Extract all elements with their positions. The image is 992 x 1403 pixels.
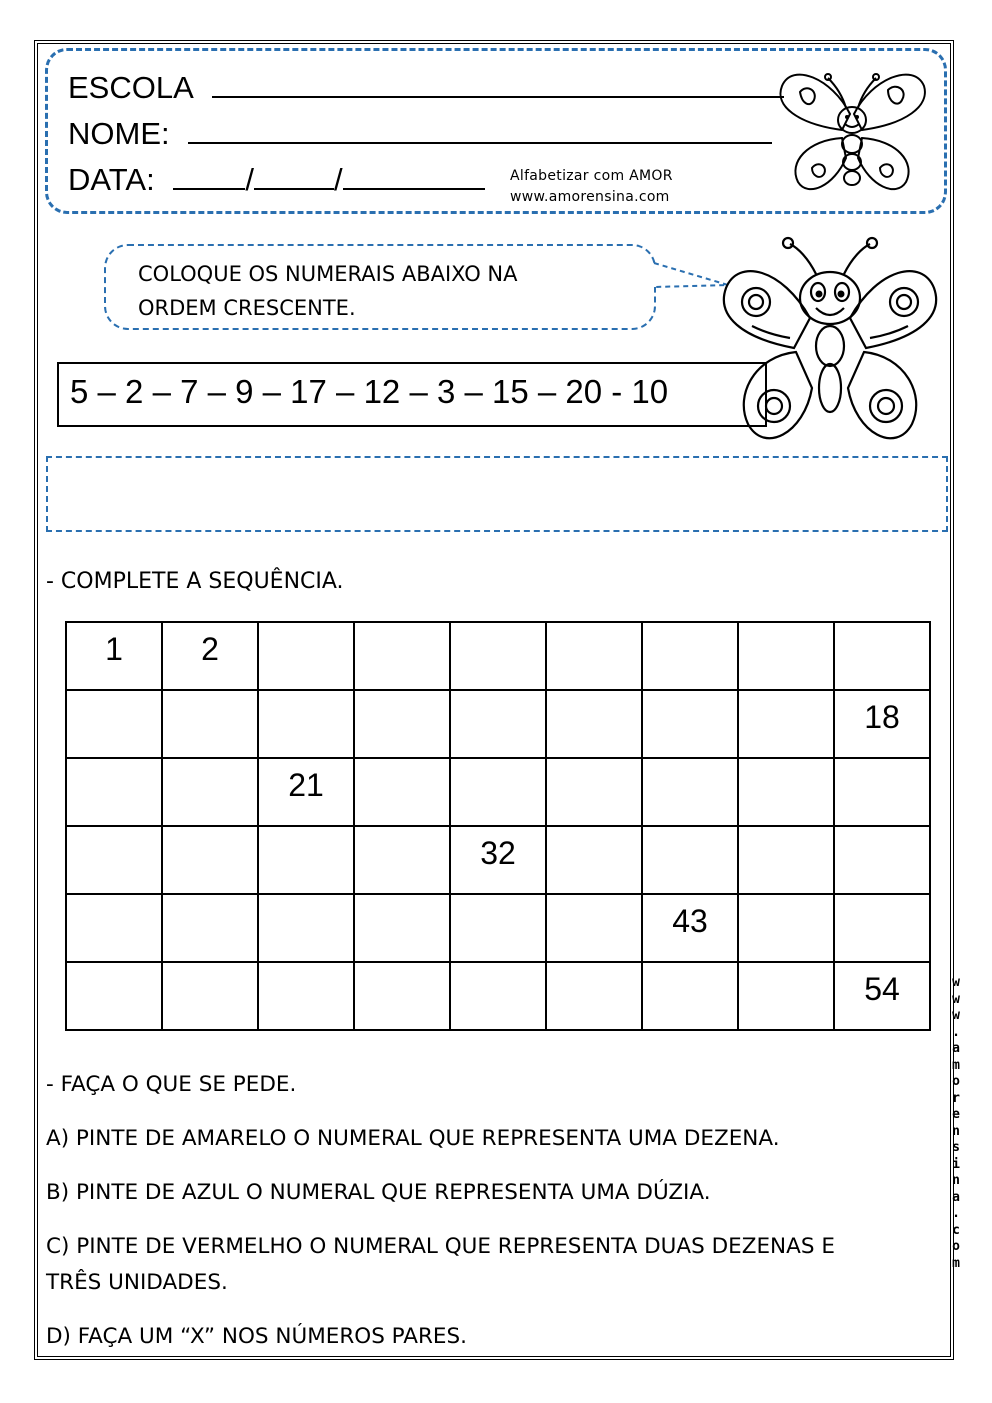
name-label: NOME: [68,116,170,151]
grid-cell[interactable] [450,622,546,690]
credit-line: Alfabetizar com AMOR [510,168,673,184]
task-c-line1: C) PINTE DE VERMELHO O NUMERAL QUE REPRESENTA DUAS DEZENAS E [46,1234,835,1259]
task-d: D) FAÇA UM “X” NOS NÚMEROS PARES. [46,1324,467,1349]
date-month-blank[interactable] [254,162,334,190]
school-label: ESCOLA [68,70,194,105]
grid-cell[interactable] [834,894,930,962]
grid-cell[interactable]: 43 [642,894,738,962]
grid-cell[interactable] [162,758,258,826]
grid-cell[interactable] [546,622,642,690]
grid-cell[interactable] [546,962,642,1030]
grid-cell[interactable] [738,622,834,690]
grid-cell[interactable] [546,758,642,826]
task-c-line2: TRÊS UNIDADES. [46,1270,228,1295]
task-a: A) PINTE DE AMARELO O NUMERAL QUE REPRESENTA UMA DEZENA. [46,1126,780,1151]
school-field[interactable] [68,70,784,103]
grid-cell[interactable]: 2 [162,622,258,690]
grid-cell[interactable] [66,758,162,826]
instruction-line: COLOQUE OS NUMERAIS ABAIXO NA [138,262,518,286]
answer-box[interactable] [46,456,948,532]
date-separator: / [333,162,343,197]
tasks-title: - FAÇA O QUE SE PEDE. [46,1072,297,1097]
grid-cell[interactable] [354,622,450,690]
grid-cell[interactable] [546,690,642,758]
sequence-title: - COMPLETE A SEQUÊNCIA. [46,569,344,594]
date-field[interactable] [68,162,485,195]
task-b: B) PINTE DE AZUL O NUMERAL QUE REPRESENTA UMA DÚZIA. [46,1180,711,1205]
credit-url: www.amorensina.com [510,189,670,205]
grid-cell[interactable] [738,690,834,758]
grid-cell[interactable] [546,826,642,894]
grid-cell[interactable]: 54 [834,962,930,1030]
grid-cell[interactable] [834,758,930,826]
name-field[interactable] [68,116,772,149]
grid-cell[interactable] [162,894,258,962]
instruction-text [138,257,517,325]
grid-cell[interactable] [258,690,354,758]
grid-cell[interactable] [66,894,162,962]
grid-cell[interactable] [834,622,930,690]
grid-cell[interactable]: 32 [450,826,546,894]
grid-cell[interactable] [258,622,354,690]
butterfly-icon [772,58,932,204]
grid-cell[interactable] [450,690,546,758]
grid-cell[interactable] [66,690,162,758]
grid-cell[interactable] [162,962,258,1030]
date-label: DATA: [68,162,155,197]
date-year-blank[interactable] [343,162,485,190]
grid-cell[interactable] [450,758,546,826]
grid-cell[interactable] [738,826,834,894]
grid-cell[interactable] [738,962,834,1030]
date-day-blank[interactable] [173,162,245,190]
grid-cell[interactable] [834,826,930,894]
grid-row [66,690,930,758]
grid-cell[interactable] [354,826,450,894]
sequence-grid [65,621,931,1031]
grid-cell[interactable] [642,690,738,758]
grid-cell[interactable] [354,894,450,962]
grid-row [66,826,930,894]
grid-cell[interactable] [354,962,450,1030]
grid-cell[interactable]: 1 [66,622,162,690]
name-blank[interactable] [188,116,772,144]
grid-cell[interactable] [354,690,450,758]
grid-cell[interactable] [738,758,834,826]
grid-cell[interactable]: 21 [258,758,354,826]
grid-cell[interactable] [642,826,738,894]
instruction-line: ORDEM CRESCENTE. [138,296,356,320]
school-blank[interactable] [212,70,784,98]
grid-cell[interactable] [162,826,258,894]
grid-row [66,622,930,690]
grid-row [66,758,930,826]
grid-cell[interactable] [162,690,258,758]
grid-cell[interactable] [450,894,546,962]
grid-cell[interactable] [66,826,162,894]
grid-cell[interactable] [450,962,546,1030]
grid-row [66,962,930,1030]
grid-row [66,894,930,962]
grid-cell[interactable] [258,826,354,894]
grid-cell[interactable] [738,894,834,962]
grid-cell[interactable] [258,894,354,962]
grid-cell[interactable] [66,962,162,1030]
grid-cell[interactable] [546,894,642,962]
numbers-list: 5 – 2 – 7 – 9 – 17 – 12 – 3 – 15 – 20 - 10 [70,373,669,410]
grid-cell[interactable]: 18 [834,690,930,758]
grid-cell[interactable] [258,962,354,1030]
grid-cell[interactable] [642,758,738,826]
date-separator: / [245,162,254,197]
grid-cell[interactable] [642,622,738,690]
grid-cell[interactable] [354,758,450,826]
side-url: w w w . a m o r e n s i n a . c o m [952,975,960,1271]
grid-cell[interactable] [642,962,738,1030]
